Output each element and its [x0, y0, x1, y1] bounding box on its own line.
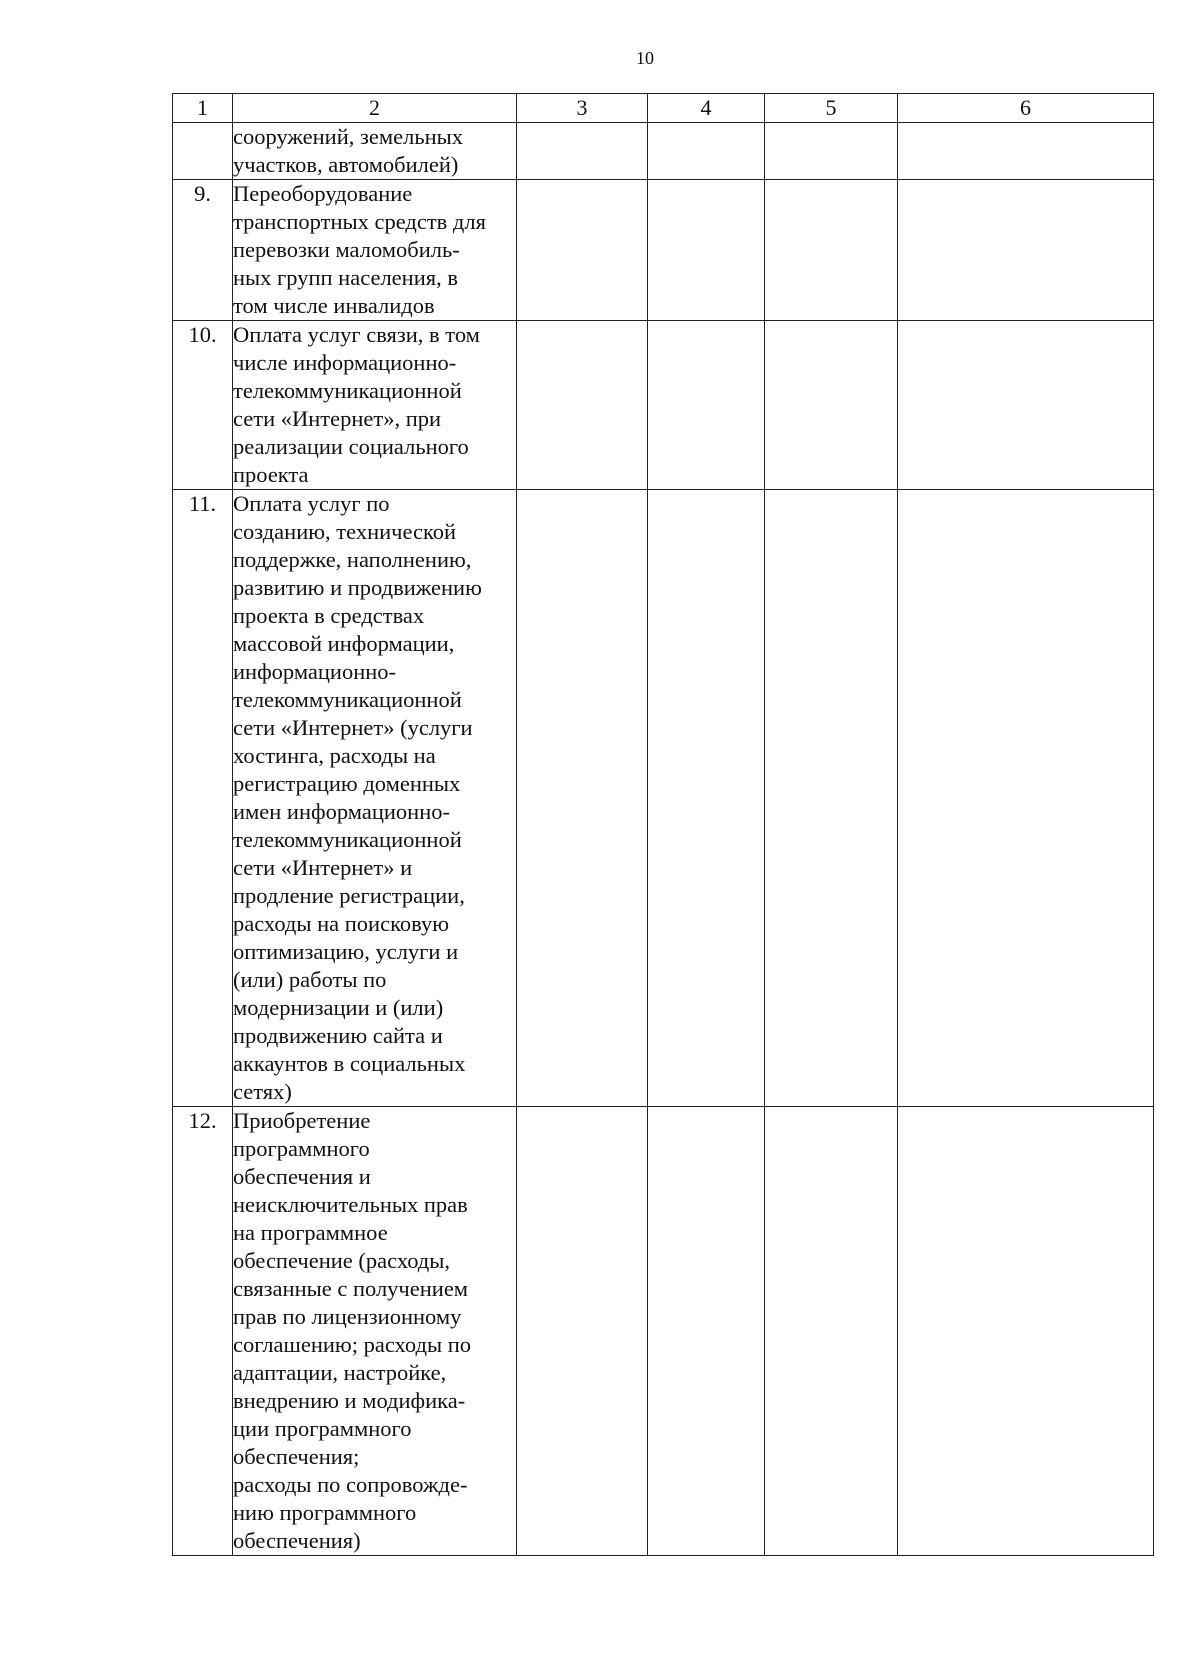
description-line: (или) работы по — [233, 967, 387, 992]
table-header-row — [173, 94, 1154, 123]
row-description — [233, 123, 517, 180]
value-cell — [898, 321, 1154, 490]
description-line: хостинга, расходы на — [233, 743, 436, 768]
row-number — [173, 123, 233, 180]
value-cell — [765, 490, 898, 1107]
description-line: Переоборудование — [233, 181, 413, 206]
value-cell — [898, 490, 1154, 1107]
description-line: имен информационно- — [233, 799, 450, 824]
value-cell — [765, 321, 898, 490]
description-line: внедрению и модифика- — [233, 1388, 466, 1413]
column-header: 3 — [517, 94, 648, 123]
table-row — [173, 1107, 1154, 1556]
table-row — [173, 180, 1154, 321]
description-line: телекоммуникационной — [233, 378, 462, 403]
description-line: обеспечения и — [233, 1164, 371, 1189]
description-line: прав по лицензионному — [233, 1304, 462, 1329]
description-line: перевозки маломобиль- — [233, 237, 460, 262]
row-description — [233, 1107, 517, 1556]
value-cell — [765, 123, 898, 180]
row-number: 10. — [173, 321, 233, 490]
description-line: адаптации, настройке, — [233, 1360, 447, 1385]
description-line: Оплата услуг по — [233, 491, 390, 516]
table-row — [173, 490, 1154, 1107]
expense-table — [172, 93, 1154, 1556]
description-line: информационно- — [233, 659, 397, 684]
description-line: числе информационно- — [233, 350, 457, 375]
value-cell — [898, 180, 1154, 321]
description-line: Приобретение — [233, 1108, 371, 1133]
value-cell — [517, 490, 648, 1107]
description-line: развитию и продвижению — [233, 575, 482, 600]
description-line: регистрацию доменных — [233, 771, 461, 796]
row-number: 12. — [173, 1107, 233, 1556]
value-cell — [765, 1107, 898, 1556]
description-line: проекта в средствах — [233, 603, 425, 628]
column-header: 6 — [898, 94, 1154, 123]
description-line: участков, автомобилей) — [233, 152, 459, 177]
page-number: 10 — [636, 48, 654, 68]
column-header: 2 — [233, 94, 517, 123]
description-line: обеспечения) — [233, 1528, 361, 1553]
description-line: соглашению; расходы по — [233, 1332, 472, 1357]
description-line: аккаунтов в социальных — [233, 1051, 466, 1076]
description-line: сетях) — [233, 1079, 292, 1104]
description-line: ных групп населения, в — [233, 265, 458, 290]
description-line: продвижению сайта и — [233, 1023, 443, 1048]
description-line: сети «Интернет» и — [233, 855, 413, 880]
column-header: 5 — [765, 94, 898, 123]
value-cell — [517, 123, 648, 180]
table-row — [173, 321, 1154, 490]
description-line: реализации социального — [233, 434, 469, 459]
row-description — [233, 321, 517, 490]
description-line: неисключительных прав — [233, 1192, 468, 1217]
description-line: ции программного — [233, 1416, 412, 1441]
description-line: нию программного — [233, 1500, 417, 1525]
value-cell — [898, 1107, 1154, 1556]
value-cell — [648, 490, 765, 1107]
value-cell — [648, 180, 765, 321]
description-line: телекоммуникационной — [233, 687, 462, 712]
row-description — [233, 180, 517, 321]
description-line: телекоммуникационной — [233, 827, 462, 852]
column-header: 4 — [648, 94, 765, 123]
description-line: проекта — [233, 462, 309, 487]
description-line: Оплата услуг связи, в том — [233, 322, 480, 347]
description-line: сети «Интернет», при — [233, 406, 442, 431]
value-cell — [648, 321, 765, 490]
description-line: программного — [233, 1136, 370, 1161]
description-line: продление регистрации, — [233, 883, 465, 908]
value-cell — [517, 321, 648, 490]
description-line: обеспечение (расходы, — [233, 1248, 451, 1273]
value-cell — [765, 180, 898, 321]
column-header: 1 — [173, 94, 233, 123]
description-line: связанные с получением — [233, 1276, 469, 1301]
value-cell — [648, 1107, 765, 1556]
description-line: модернизации и (или) — [233, 995, 444, 1020]
value-cell — [648, 123, 765, 180]
row-number: 9. — [173, 180, 233, 321]
description-line: на программное — [233, 1220, 388, 1245]
description-line: сети «Интернет» (услуги — [233, 715, 473, 740]
description-line: том числе инвалидов — [233, 293, 435, 318]
table-row — [173, 123, 1154, 180]
description-line: оптимизацию, услуги и — [233, 939, 459, 964]
description-line: созданию, технической — [233, 519, 457, 544]
description-line: расходы на поисковую — [233, 911, 450, 936]
row-number: 11. — [173, 490, 233, 1107]
description-line: поддержке, наполнению, — [233, 547, 472, 572]
value-cell — [517, 1107, 648, 1556]
description-line: обеспечения; — [233, 1444, 360, 1469]
description-line: расходы по сопровожде- — [233, 1472, 468, 1497]
description-line: транспортных средств для — [233, 209, 486, 234]
row-description — [233, 490, 517, 1107]
description-line: сооружений, земельных — [233, 124, 463, 149]
value-cell — [898, 123, 1154, 180]
value-cell — [517, 180, 648, 321]
description-line: массовой информации, — [233, 631, 455, 656]
